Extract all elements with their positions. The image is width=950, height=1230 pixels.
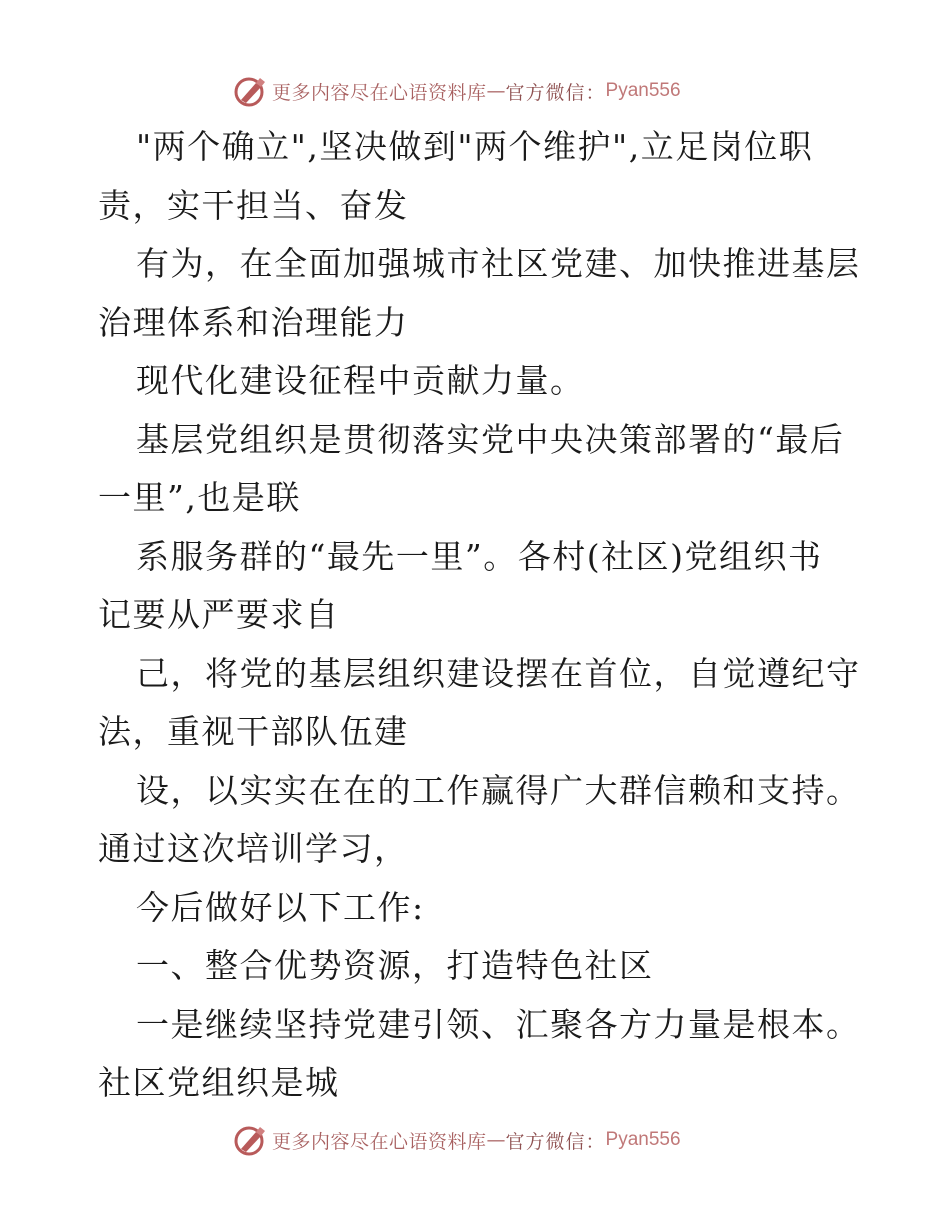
- watermark-id: Pyan556: [605, 1129, 681, 1150]
- footer-watermark: [232, 1123, 681, 1157]
- body-line: 基层党组织是贯彻落实党中央决策部署的“最后: [136, 419, 845, 459]
- body-line: "两个确立",坚决做到"两个维护",立足岗位职: [136, 127, 814, 166]
- body-line: 现代化建设征程中贡献力量。: [136, 361, 585, 400]
- body-line: 一是继续坚持党建引领、汇聚各方力量是根本。: [136, 1004, 861, 1044]
- body-line: 责，实干担当、奋发: [98, 185, 409, 225]
- watermark-dash: —: [486, 1129, 506, 1151]
- body-line: 记要从严要求自: [98, 595, 340, 634]
- body-line: 有为，在全面加强城市社区党建、加快推进基层: [136, 244, 861, 283]
- watermark-text: 更多内容尽在心语资料库: [272, 81, 487, 104]
- body-line: 法，重视干部队伍建: [98, 712, 409, 751]
- header-watermark: [232, 74, 681, 108]
- watermark-label: 官方微信：: [505, 81, 606, 104]
- watermark-label: 官方微信：: [505, 1130, 606, 1153]
- body-line: 今后做好以下工作:: [136, 887, 425, 927]
- pen-logo-icon: [232, 1123, 268, 1157]
- body-line: 一里”,也是联: [98, 478, 301, 517]
- body-line: 通过这次培训学习，: [98, 829, 409, 868]
- body-line: 设，以实实在在的工作赢得广大群信赖和支持。: [136, 770, 861, 810]
- watermark-id: Pyan556: [605, 80, 681, 101]
- body-line: 己，将党的基层组织建设摆在首位，自觉遵纪守: [136, 653, 861, 693]
- body-line: 系服务群的“最先一里”。各村(社区)党组织书: [136, 536, 823, 576]
- document-body: [98, 118, 861, 1113]
- pen-logo-icon: [232, 74, 268, 108]
- section-heading: 一、整合优势资源，打造特色社区: [136, 946, 654, 985]
- watermark-dash: —: [486, 80, 506, 102]
- body-line: 社区党组织是城: [98, 1063, 340, 1102]
- body-line: 治理体系和治理能力: [98, 302, 409, 342]
- watermark-text: 更多内容尽在心语资料库: [272, 1130, 487, 1153]
